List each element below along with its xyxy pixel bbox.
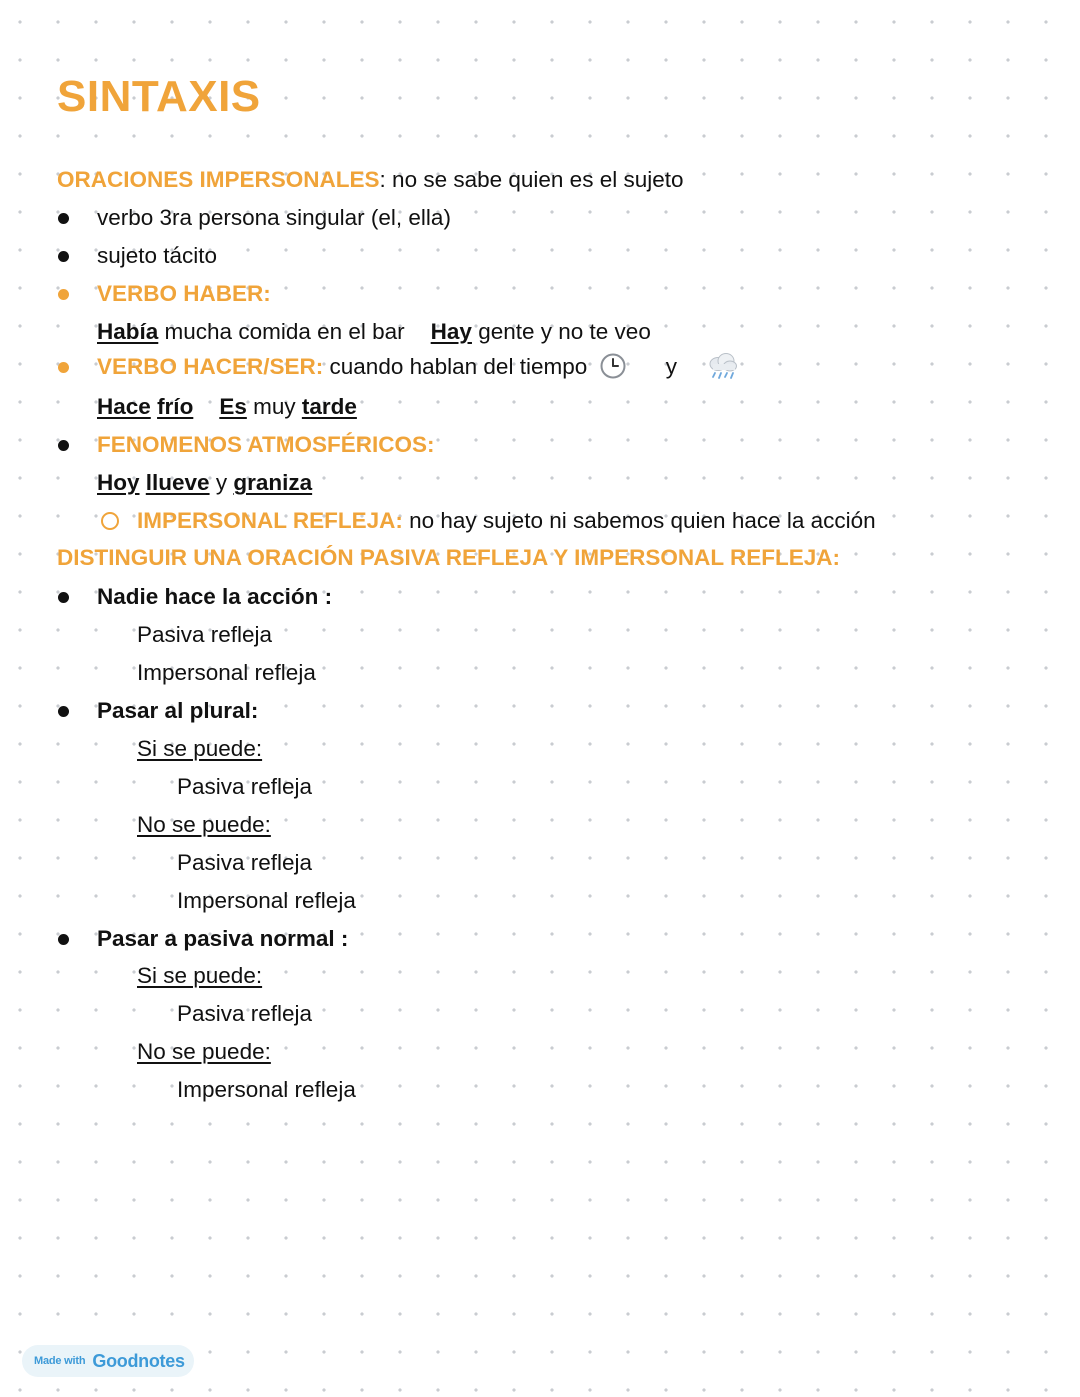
impersonal-refleja-rest: no hay sujeto ni sabemos quien hace la acción [402, 508, 876, 533]
distinguir-heading: DISTINGUIR UNA ORACIÓN PASIVA REFLEJA Y IMPERSONAL REFLEJA: [57, 545, 840, 570]
verbo-hacer-heading: VERBO HACER/SER: [97, 354, 324, 379]
example-word-hay: Hay [430, 319, 472, 344]
pasiva-label: Pasar a pasiva normal : [97, 926, 349, 951]
page-title: SINTAXIS [57, 72, 261, 121]
verbo-hacer-y: y [665, 354, 678, 379]
nadie-item: Pasiva refleja [137, 622, 273, 647]
plural-no-text: No se puede: [137, 812, 271, 837]
pasiva-no-label [137, 1037, 271, 1067]
impersonal-refleja-line [137, 506, 876, 536]
impersonales-heading-rest: : no se sabe quien es el sujeto [379, 167, 684, 192]
ring-bullet [101, 512, 119, 530]
bullet-dot [58, 592, 69, 603]
plural-no-label [137, 810, 271, 840]
example-word-hoy: Hoy [97, 470, 140, 495]
verbo-hacer-line [97, 352, 677, 382]
bullet-dot [58, 213, 69, 224]
bullet-dot [58, 440, 69, 451]
pasiva-si-label [137, 961, 262, 991]
plural-si-text: Si se puede: [137, 736, 263, 761]
plural-si-item: Pasiva refleja [177, 774, 313, 799]
verbo-hacer-rest: cuando hablan del tiempo [323, 354, 588, 379]
example-word-frio: frío [157, 394, 194, 419]
bullet-dot [58, 706, 69, 717]
example-text: muy [246, 394, 302, 419]
rain-cloud-icon [706, 351, 740, 383]
pasiva-no-text: No se puede: [137, 1039, 271, 1064]
example-text: gente y no te veo [471, 319, 651, 344]
bullet-dot [58, 934, 69, 945]
plural-label: Pasar al plural: [97, 698, 259, 723]
haber-example [97, 317, 651, 347]
nadie-item: Impersonal refleja [137, 660, 316, 685]
example-word-graniza: graniza [233, 470, 313, 495]
goodnotes-badge[interactable] [22, 1345, 194, 1377]
fenomenos-heading: FENOMENOS ATMOSFÉRICOS: [97, 432, 435, 457]
impersonales-heading-line [57, 165, 684, 195]
clock-icon [600, 353, 626, 379]
pasiva-si-item: Pasiva refleja [177, 1001, 313, 1026]
example-word-hace: Hace [97, 394, 151, 419]
plural-si-label [137, 734, 262, 764]
example-word-llueve: llueve [145, 470, 210, 495]
pasiva-si-text: Si se puede: [137, 963, 263, 988]
badge-brand: Goodnotes [92, 1350, 185, 1371]
pasiva-no-item: Impersonal refleja [177, 1077, 356, 1102]
bullet-verbo-3ra: verbo 3ra persona singular (el, ella) [97, 205, 451, 230]
example-text: y [209, 470, 234, 495]
verbo-haber-heading: VERBO HABER: [97, 281, 271, 306]
bullet-dot [58, 251, 69, 262]
badge-made-with: Made with [34, 1355, 86, 1367]
bullet-sujeto-tacito: sujeto tácito [97, 243, 218, 268]
plural-no-item: Impersonal refleja [177, 888, 356, 913]
example-word-tarde: tarde [301, 394, 357, 419]
plural-no-item: Pasiva refleja [177, 850, 313, 875]
impersonales-heading: ORACIONES IMPERSONALES [57, 167, 380, 192]
example-text: mucha comida en el bar [158, 319, 405, 344]
example-word-es: Es [219, 394, 247, 419]
impersonal-refleja-heading: IMPERSONAL REFLEJA: [137, 508, 403, 533]
nadie-label: Nadie hace la acción : [97, 584, 333, 609]
example-word-habia: Había [97, 319, 159, 344]
hacer-example [97, 392, 357, 422]
bullet-dot-orange [58, 289, 69, 300]
bullet-dot-orange [58, 362, 69, 373]
fenomenos-example [97, 468, 312, 498]
